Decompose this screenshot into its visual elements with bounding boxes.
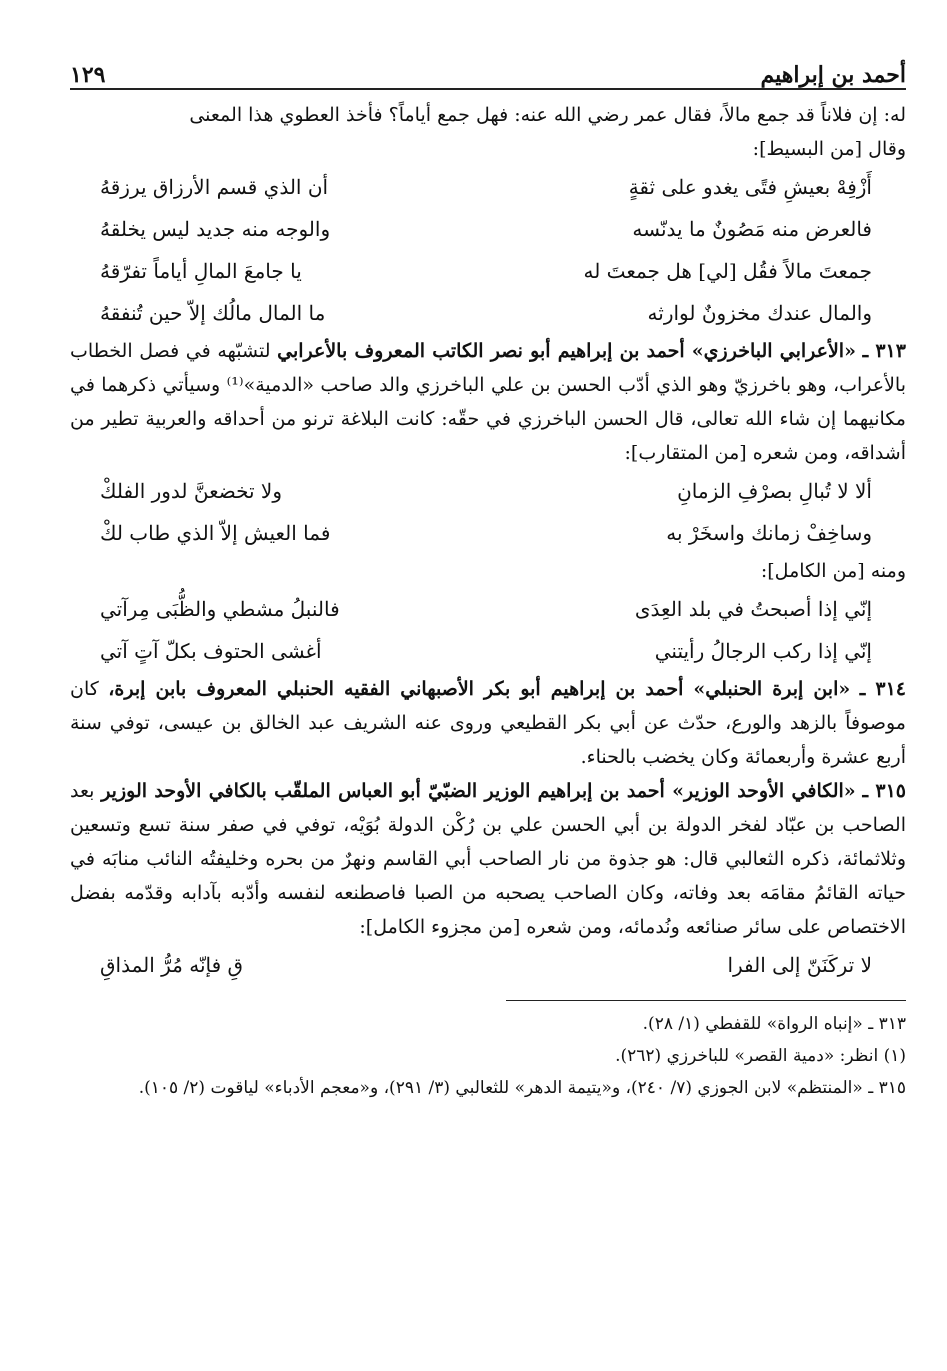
entry-313: [70, 334, 906, 470]
entry-315: [70, 774, 906, 944]
meter-label: ومنه [من الكامل]:: [760, 560, 906, 582]
entry-heading: «ابن إبرة الحنبلي» أحمد بن إبراهيم أبو بكر الأصبهاني الفقيه الحنبلي المعروف بابن إبرة،: [108, 678, 851, 700]
hemistich-second: أغشى الحتوف بكلّ آتٍ آتي: [100, 639, 322, 663]
verse: [70, 208, 906, 250]
page-body: [70, 90, 906, 1103]
page-number: ١٢٩: [70, 62, 106, 88]
verse: [70, 944, 906, 986]
page-header: [70, 40, 906, 90]
intro-line: له: إن فلاناً قد جمع مالاً، فقال عمر رضي الله عنه: فهل جمع أياماً؟ فأخذ العطوي هذا المعنى: [189, 104, 906, 126]
hemistich-first: أَزْفِهْ بعيشِ فتًى يغدو على ثقةٍ: [628, 175, 872, 199]
footnotes: [70, 1009, 906, 1103]
hemistich-first: ألا لا تُبالِ بصرْفِ الزمانِ: [677, 479, 872, 503]
entry-number: ٣١٣ ـ: [862, 340, 906, 362]
footnote: ٣١٥ ـ «المنتظم» لابن الجوزي (٧/ ٢٤٠)، و«يتيمة الدهر» للثعالبي (٣/ ٢٩١)، و«معجم الأدباء» لياقوت (٢/ ١٠٥).: [138, 1078, 906, 1098]
running-head: أحمد بن إبراهيم: [760, 62, 906, 88]
entry-heading: «الكافي الأوحد الوزير» أحمد بن إبراهيم الوزير الضبّيّ أبو العباس الملقّب بالكافي الأوحد الوزير: [101, 780, 856, 802]
hemistich-first: إنّي إذا أصبحتُ في بلد العِدَى: [634, 597, 872, 621]
entry-heading: «الأعرابي الباخرزي» أحمد بن إبراهيم أبو نصر الكاتب المعروف بالأعرابي: [277, 340, 856, 362]
hemistich-second: ما المال مالُك إلاّ حين تُنفقهُ: [100, 301, 326, 325]
verse: [70, 470, 906, 512]
entry-text: كان موصوفاً بالزهد والورع، حدّث عن أبي بكر القطيعي وروى عنه الشريف عبد الخالق بن عيسى، توفي سنة أربع عشرة وأربعمائة وكان يخضب بالحناء.: [70, 678, 906, 768]
entry-text: لتشبّهه في فصل الخطاب بالأعراب، وهو باخرزيّ وهو الذي أدّب الحسن بن علي الباخرزي والد صاحب «الدمية»⁽¹⁾ وسيأتي ذكرهما في مكانيهما إن شاء الله تعالى، قال الحسن الباخرزي في حقّه: كانت البلاغة ترنو من أحداقه والعربية تطير من أشداقه، ومن شعره [من المتقارب]:: [70, 340, 906, 464]
hemistich-second: فما العيش إلاّ الذي طاب لكْ: [100, 521, 331, 545]
poem-3: [70, 588, 906, 672]
footnote: ٣١٣ ـ «إنباه الرواة» للقفطي (١/ ٢٨).: [642, 1014, 906, 1034]
hemistich-second: يا جامعَ المالِ أياماً تفرّقهُ: [100, 259, 302, 283]
poem-2: [70, 470, 906, 554]
hemistich-second: والوجه منه جديد ليس يخلقهُ: [100, 217, 331, 241]
entry-number: ٣١٤ ـ: [859, 678, 907, 700]
hemistich-first: والمال عندك مخزونٌ لوارثه: [647, 301, 872, 325]
verse: [70, 512, 906, 554]
verse: [70, 630, 906, 672]
verse: [70, 250, 906, 292]
verse: [70, 166, 906, 208]
meter-label: وقال [من البسيط]:: [752, 138, 906, 160]
book-page: [70, 40, 906, 1105]
hemistich-first: لا تركَنَنّ إلى الفرا: [727, 953, 872, 977]
entry-number: ٣١٥ ـ: [862, 780, 906, 802]
entry-314: [70, 672, 906, 774]
hemistich-first: إنّي إذا ركب الرجالُ رأيتني: [654, 639, 872, 663]
hemistich-first: وساخِفْ زمانك واسخَرْ به: [666, 521, 872, 545]
hemistich-first: جمعتَ مالاً فقُل [لي] هل جمعتَ له: [583, 259, 872, 283]
hemistich-second: أن الذي قسم الأرزاق يرزقهُ: [100, 175, 329, 199]
hemistich-second: فالنبلُ مشطي والظُّبَى مِرآتي: [100, 597, 340, 621]
poem-1: [70, 166, 906, 334]
hemistich-second: ولا تخضعنَّ لدور الفلكْ: [100, 479, 282, 503]
poem-4: [70, 944, 906, 986]
footnote: (١) انظر: «دمية القصر» للباخرزي (٢٦٢).: [615, 1046, 906, 1066]
verse: [70, 292, 906, 334]
hemistich-second: قِ فإنّه مُرُّ المذاقِ: [100, 953, 244, 977]
footnote-rule: [506, 1000, 906, 1001]
entry-text: بعد الصاحب بن عبّاد لفخر الدولة بن أبي الحسن علي بن رُكْن الدولة بُوَيْه، توفي في صفر سنة تسع وتسعين وثلاثمائة، ذكره الثعالبي قال: هو جذوة من نار الصاحب أبي القاسم ونهرٌ من بحره وخليفتُه النائب منابَه في حياته القائمُ مقامَه بعد وفاته، وكان الصاحب يصحبه من الصبا فاصطنعه لنفسه وأدّبه بآدابه وقدّمه بفضل الاختصاص على سائر صنائعه ونُدمائه، ومن شعره [من مجزوء الكامل]:: [70, 780, 906, 938]
hemistich-first: فالعرض منه مَصُونٌ ما يدنّسه: [632, 217, 872, 241]
verse: [70, 588, 906, 630]
